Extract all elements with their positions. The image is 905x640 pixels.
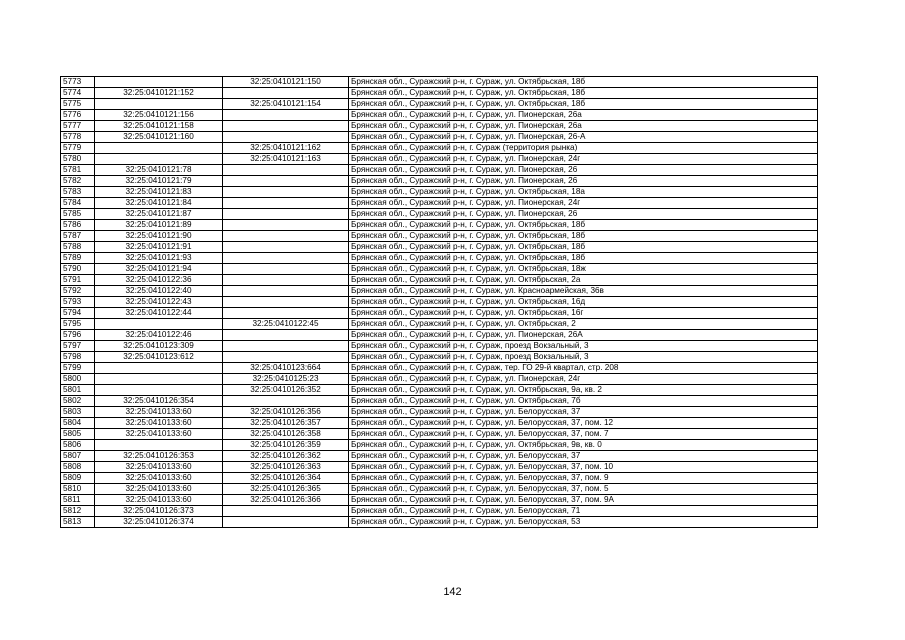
related-cadastral-number-cell [223,220,349,231]
related-cadastral-number-cell [223,198,349,209]
cadastral-number-cell: 32:25:0410121:156 [95,110,223,121]
cadastral-number-cell: 32:25:0410133:60 [95,462,223,473]
table-row [61,231,818,242]
table-row [61,176,818,187]
address-cell: Брянская обл., Суражский р-н, г. Сураж, ул. Октябрьская, 2 [349,319,818,330]
address-cell: Брянская обл., Суражский р-н, г. Сураж, ул. Октябрьская, 18б [349,77,818,88]
cadastral-number-cell: 32:25:0410122:43 [95,297,223,308]
related-cadastral-number-cell [223,231,349,242]
address-cell: Брянская обл., Суражский р-н, г. Сураж, ул. Октябрьская, 9в, кв. 0 [349,440,818,451]
address-cell: Брянская обл., Суражский р-н, г. Сураж, ул. Пионерская, 24г [349,198,818,209]
cadastral-number-cell: 32:25:0410126:353 [95,451,223,462]
related-cadastral-number-cell: 32:25:0410125:23 [223,374,349,385]
address-cell: Брянская обл., Суражский р-н, г. Сураж, ул. Пионерская, 26 [349,176,818,187]
row-number-cell: 5775 [61,99,95,110]
cadastral-number-cell [95,374,223,385]
related-cadastral-number-cell [223,165,349,176]
related-cadastral-number-cell [223,275,349,286]
address-cell: Брянская обл., Суражский р-н, г. Сураж, ул. Октябрьская, 18а [349,187,818,198]
row-number-cell: 5810 [61,484,95,495]
row-number-cell: 5796 [61,330,95,341]
table-row [61,429,818,440]
address-cell: Брянская обл., Суражский р-н, г. Сураж, ул. Белорусская, 37, пом. 9А [349,495,818,506]
row-number-cell: 5780 [61,154,95,165]
address-cell: Брянская обл., Суражский р-н, г. Сураж, ул. Белорусская, 71 [349,506,818,517]
cadastral-number-cell [95,99,223,110]
table-row [61,308,818,319]
row-number-cell: 5784 [61,198,95,209]
row-number-cell: 5787 [61,231,95,242]
address-cell: Брянская обл., Суражский р-н, г. Сураж, ул. Пионерская, 26а [349,121,818,132]
table-row [61,99,818,110]
address-cell: Брянская обл., Суражский р-н, г. Сураж, ул. Октябрьская, 18б [349,253,818,264]
address-cell: Брянская обл., Суражский р-н, г. Сураж, ул. Октябрьская, 18б [349,99,818,110]
row-number-cell: 5807 [61,451,95,462]
row-number-cell: 5795 [61,319,95,330]
related-cadastral-number-cell [223,121,349,132]
address-cell: Брянская обл., Суражский р-н, г. Сураж, ул. Октябрьская, 18б [349,88,818,99]
related-cadastral-number-cell [223,132,349,143]
address-cell: Брянская обл., Суражский р-н, г. Сураж, ул. Октябрьская, 18б [349,231,818,242]
page-number: 142 [443,586,462,598]
related-cadastral-number-cell: 32:25:0410123:664 [223,363,349,374]
cadastral-number-cell: 32:25:0410123:309 [95,341,223,352]
address-cell: Брянская обл., Суражский р-н, г. Сураж, ул. Красноармейская, 36в [349,286,818,297]
address-cell: Брянская обл., Суражский р-н, г. Сураж, ул. Пионерская, 26А [349,330,818,341]
table-row [61,264,818,275]
cadastral-number-cell: 32:25:0410122:44 [95,308,223,319]
cadastral-number-cell: 32:25:0410133:60 [95,473,223,484]
table-row [61,198,818,209]
row-number-cell: 5793 [61,297,95,308]
cadastral-number-cell: 32:25:0410122:40 [95,286,223,297]
row-number-cell: 5800 [61,374,95,385]
cadastral-number-cell: 32:25:0410121:152 [95,88,223,99]
address-cell: Брянская обл., Суражский р-н, г. Сураж, ул. Пионерская, 26-А [349,132,818,143]
row-number-cell: 5778 [61,132,95,143]
table-row [61,396,818,407]
address-cell: Брянская обл., Суражский р-н, г. Сураж, проезд Вокзальный, 3 [349,352,818,363]
related-cadastral-number-cell [223,308,349,319]
related-cadastral-number-cell: 32:25:0410126:356 [223,407,349,418]
table-row [61,165,818,176]
row-number-cell: 5790 [61,264,95,275]
address-cell: Брянская обл., Суражский р-н, г. Сураж, ул. Пионерская, 24г [349,374,818,385]
address-cell: Брянская обл., Суражский р-н, г. Сураж, ул. Белорусская, 53 [349,517,818,528]
related-cadastral-number-cell: 32:25:0410121:154 [223,99,349,110]
related-cadastral-number-cell [223,297,349,308]
related-cadastral-number-cell: 32:25:0410126:358 [223,429,349,440]
table-row [61,253,818,264]
table-row [61,451,818,462]
cadastral-number-cell: 32:25:0410121:90 [95,231,223,242]
table-row [61,77,818,88]
cadastral-number-cell: 32:25:0410133:60 [95,495,223,506]
table-row [61,495,818,506]
table-row [61,418,818,429]
address-cell: Брянская обл., Суражский р-н, г. Сураж (территория рынка) [349,143,818,154]
row-number-cell: 5792 [61,286,95,297]
related-cadastral-number-cell: 32:25:0410122:45 [223,319,349,330]
address-cell: Брянская обл., Суражский р-н, г. Сураж, ул. Октябрьская, 7б [349,396,818,407]
related-cadastral-number-cell [223,176,349,187]
cadastral-number-cell: 32:25:0410121:160 [95,132,223,143]
address-cell: Брянская обл., Суражский р-н, г. Сураж, ул. Октябрьская, 18ж [349,264,818,275]
cadastral-number-cell: 32:25:0410126:354 [95,396,223,407]
address-cell: Брянская обл., Суражский р-н, г. Сураж, ул. Белорусская, 37 [349,451,818,462]
address-cell: Брянская обл., Суражский р-н, г. Сураж, тер. ГО 29-й квартал, стр. 208 [349,363,818,374]
address-cell: Брянская обл., Суражский р-н, г. Сураж, ул. Октябрьская, 18б [349,242,818,253]
related-cadastral-number-cell [223,506,349,517]
related-cadastral-number-cell [223,110,349,121]
table-row [61,110,818,121]
row-number-cell: 5805 [61,429,95,440]
address-cell: Брянская обл., Суражский р-н, г. Сураж, ул. Октябрьская, 9а, кв. 2 [349,385,818,396]
table-row [61,407,818,418]
row-number-cell: 5811 [61,495,95,506]
table-row [61,88,818,99]
related-cadastral-number-cell: 32:25:0410126:359 [223,440,349,451]
cadastral-number-cell: 32:25:0410121:84 [95,198,223,209]
table-row [61,363,818,374]
related-cadastral-number-cell [223,396,349,407]
cadastral-number-cell: 32:25:0410133:60 [95,407,223,418]
related-cadastral-number-cell: 32:25:0410126:366 [223,495,349,506]
cadastral-number-cell: 32:25:0410121:93 [95,253,223,264]
property-register-table [60,76,818,528]
table-row [61,286,818,297]
cadastral-number-cell: 32:25:0410133:60 [95,484,223,495]
table-row [61,154,818,165]
related-cadastral-number-cell: 32:25:0410121:163 [223,154,349,165]
cadastral-number-cell: 32:25:0410121:94 [95,264,223,275]
address-cell: Брянская обл., Суражский р-н, г. Сураж, ул. Пионерская, 26 [349,209,818,220]
related-cadastral-number-cell [223,88,349,99]
row-number-cell: 5777 [61,121,95,132]
related-cadastral-number-cell [223,187,349,198]
table-row [61,187,818,198]
table-row [61,275,818,286]
row-number-cell: 5783 [61,187,95,198]
row-number-cell: 5799 [61,363,95,374]
table-row [61,462,818,473]
related-cadastral-number-cell: 32:25:0410121:150 [223,77,349,88]
address-cell: Брянская обл., Суражский р-н, г. Сураж, ул. Белорусская, 37, пом. 12 [349,418,818,429]
row-number-cell: 5813 [61,517,95,528]
cadastral-number-cell [95,77,223,88]
table-row [61,209,818,220]
cadastral-number-cell: 32:25:0410133:60 [95,418,223,429]
related-cadastral-number-cell [223,517,349,528]
row-number-cell: 5791 [61,275,95,286]
cadastral-number-cell: 32:25:0410121:158 [95,121,223,132]
row-number-cell: 5809 [61,473,95,484]
related-cadastral-number-cell: 32:25:0410121:162 [223,143,349,154]
related-cadastral-number-cell: 32:25:0410126:365 [223,484,349,495]
cadastral-number-cell [95,363,223,374]
row-number-cell: 5789 [61,253,95,264]
row-number-cell: 5794 [61,308,95,319]
row-number-cell: 5781 [61,165,95,176]
table-row [61,385,818,396]
row-number-cell: 5812 [61,506,95,517]
table-row [61,517,818,528]
cadastral-number-cell [95,154,223,165]
row-number-cell: 5798 [61,352,95,363]
cadastral-number-cell: 32:25:0410121:83 [95,187,223,198]
row-number-cell: 5786 [61,220,95,231]
table-row [61,330,818,341]
cadastral-number-cell: 32:25:0410126:374 [95,517,223,528]
related-cadastral-number-cell [223,209,349,220]
table-row [61,440,818,451]
table-row [61,143,818,154]
table-row [61,341,818,352]
address-cell: Брянская обл., Суражский р-н, г. Сураж, ул. Белорусская, 37, пом. 10 [349,462,818,473]
table-row [61,506,818,517]
table-row [61,297,818,308]
row-number-cell: 5806 [61,440,95,451]
related-cadastral-number-cell [223,330,349,341]
related-cadastral-number-cell [223,253,349,264]
row-number-cell: 5802 [61,396,95,407]
address-cell: Брянская обл., Суражский р-н, г. Сураж, ул. Октябрьская, 16д [349,297,818,308]
related-cadastral-number-cell [223,264,349,275]
table-row [61,121,818,132]
row-number-cell: 5776 [61,110,95,121]
row-number-cell: 5773 [61,77,95,88]
address-cell: Брянская обл., Суражский р-н, г. Сураж, ул. Пионерская, 24г [349,154,818,165]
related-cadastral-number-cell [223,341,349,352]
address-cell: Брянская обл., Суражский р-н, г. Сураж, ул. Октябрьская, 16г [349,308,818,319]
row-number-cell: 5804 [61,418,95,429]
address-cell: Брянская обл., Суражский р-н, г. Сураж, проезд Вокзальный, 3 [349,341,818,352]
register-table-body [61,77,818,528]
cadastral-number-cell [95,143,223,154]
table-row [61,132,818,143]
row-number-cell: 5779 [61,143,95,154]
address-cell: Брянская обл., Суражский р-н, г. Сураж, ул. Белорусская, 37 [349,407,818,418]
table-row [61,473,818,484]
address-cell: Брянская обл., Суражский р-н, г. Сураж, ул. Пионерская, 26 [349,165,818,176]
related-cadastral-number-cell: 32:25:0410126:363 [223,462,349,473]
address-cell: Брянская обл., Суражский р-н, г. Сураж, ул. Пионерская, 26а [349,110,818,121]
address-cell: Брянская обл., Суражский р-н, г. Сураж, ул. Белорусская, 37, пом. 5 [349,484,818,495]
row-number-cell: 5797 [61,341,95,352]
address-cell: Брянская обл., Суражский р-н, г. Сураж, ул. Белорусская, 37, пом. 7 [349,429,818,440]
cadastral-number-cell: 32:25:0410126:373 [95,506,223,517]
related-cadastral-number-cell [223,242,349,253]
cadastral-number-cell: 32:25:0410122:36 [95,275,223,286]
row-number-cell: 5801 [61,385,95,396]
cadastral-number-cell [95,385,223,396]
address-cell: Брянская обл., Суражский р-н, г. Сураж, ул. Белорусская, 37, пом. 9 [349,473,818,484]
related-cadastral-number-cell: 32:25:0410126:357 [223,418,349,429]
table-row [61,484,818,495]
cadastral-number-cell: 32:25:0410122:46 [95,330,223,341]
address-cell: Брянская обл., Суражский р-н, г. Сураж, ул. Октябрьская, 18б [349,220,818,231]
cadastral-number-cell: 32:25:0410121:87 [95,209,223,220]
row-number-cell: 5774 [61,88,95,99]
cadastral-number-cell: 32:25:0410123:612 [95,352,223,363]
cadastral-number-cell: 32:25:0410133:60 [95,429,223,440]
cadastral-number-cell: 32:25:0410121:91 [95,242,223,253]
row-number-cell: 5788 [61,242,95,253]
row-number-cell: 5785 [61,209,95,220]
address-cell: Брянская обл., Суражский р-н, г. Сураж, ул. Октябрьская, 2а [349,275,818,286]
related-cadastral-number-cell: 32:25:0410126:352 [223,385,349,396]
cadastral-number-cell: 32:25:0410121:78 [95,165,223,176]
table-row [61,374,818,385]
row-number-cell: 5803 [61,407,95,418]
related-cadastral-number-cell: 32:25:0410126:362 [223,451,349,462]
row-number-cell: 5808 [61,462,95,473]
related-cadastral-number-cell [223,352,349,363]
cadastral-number-cell [95,319,223,330]
table-row [61,352,818,363]
cadastral-number-cell [95,440,223,451]
cadastral-number-cell: 32:25:0410121:79 [95,176,223,187]
table-row [61,319,818,330]
related-cadastral-number-cell: 32:25:0410126:364 [223,473,349,484]
row-number-cell: 5782 [61,176,95,187]
cadastral-number-cell: 32:25:0410121:89 [95,220,223,231]
related-cadastral-number-cell [223,286,349,297]
table-row [61,242,818,253]
table-row [61,220,818,231]
